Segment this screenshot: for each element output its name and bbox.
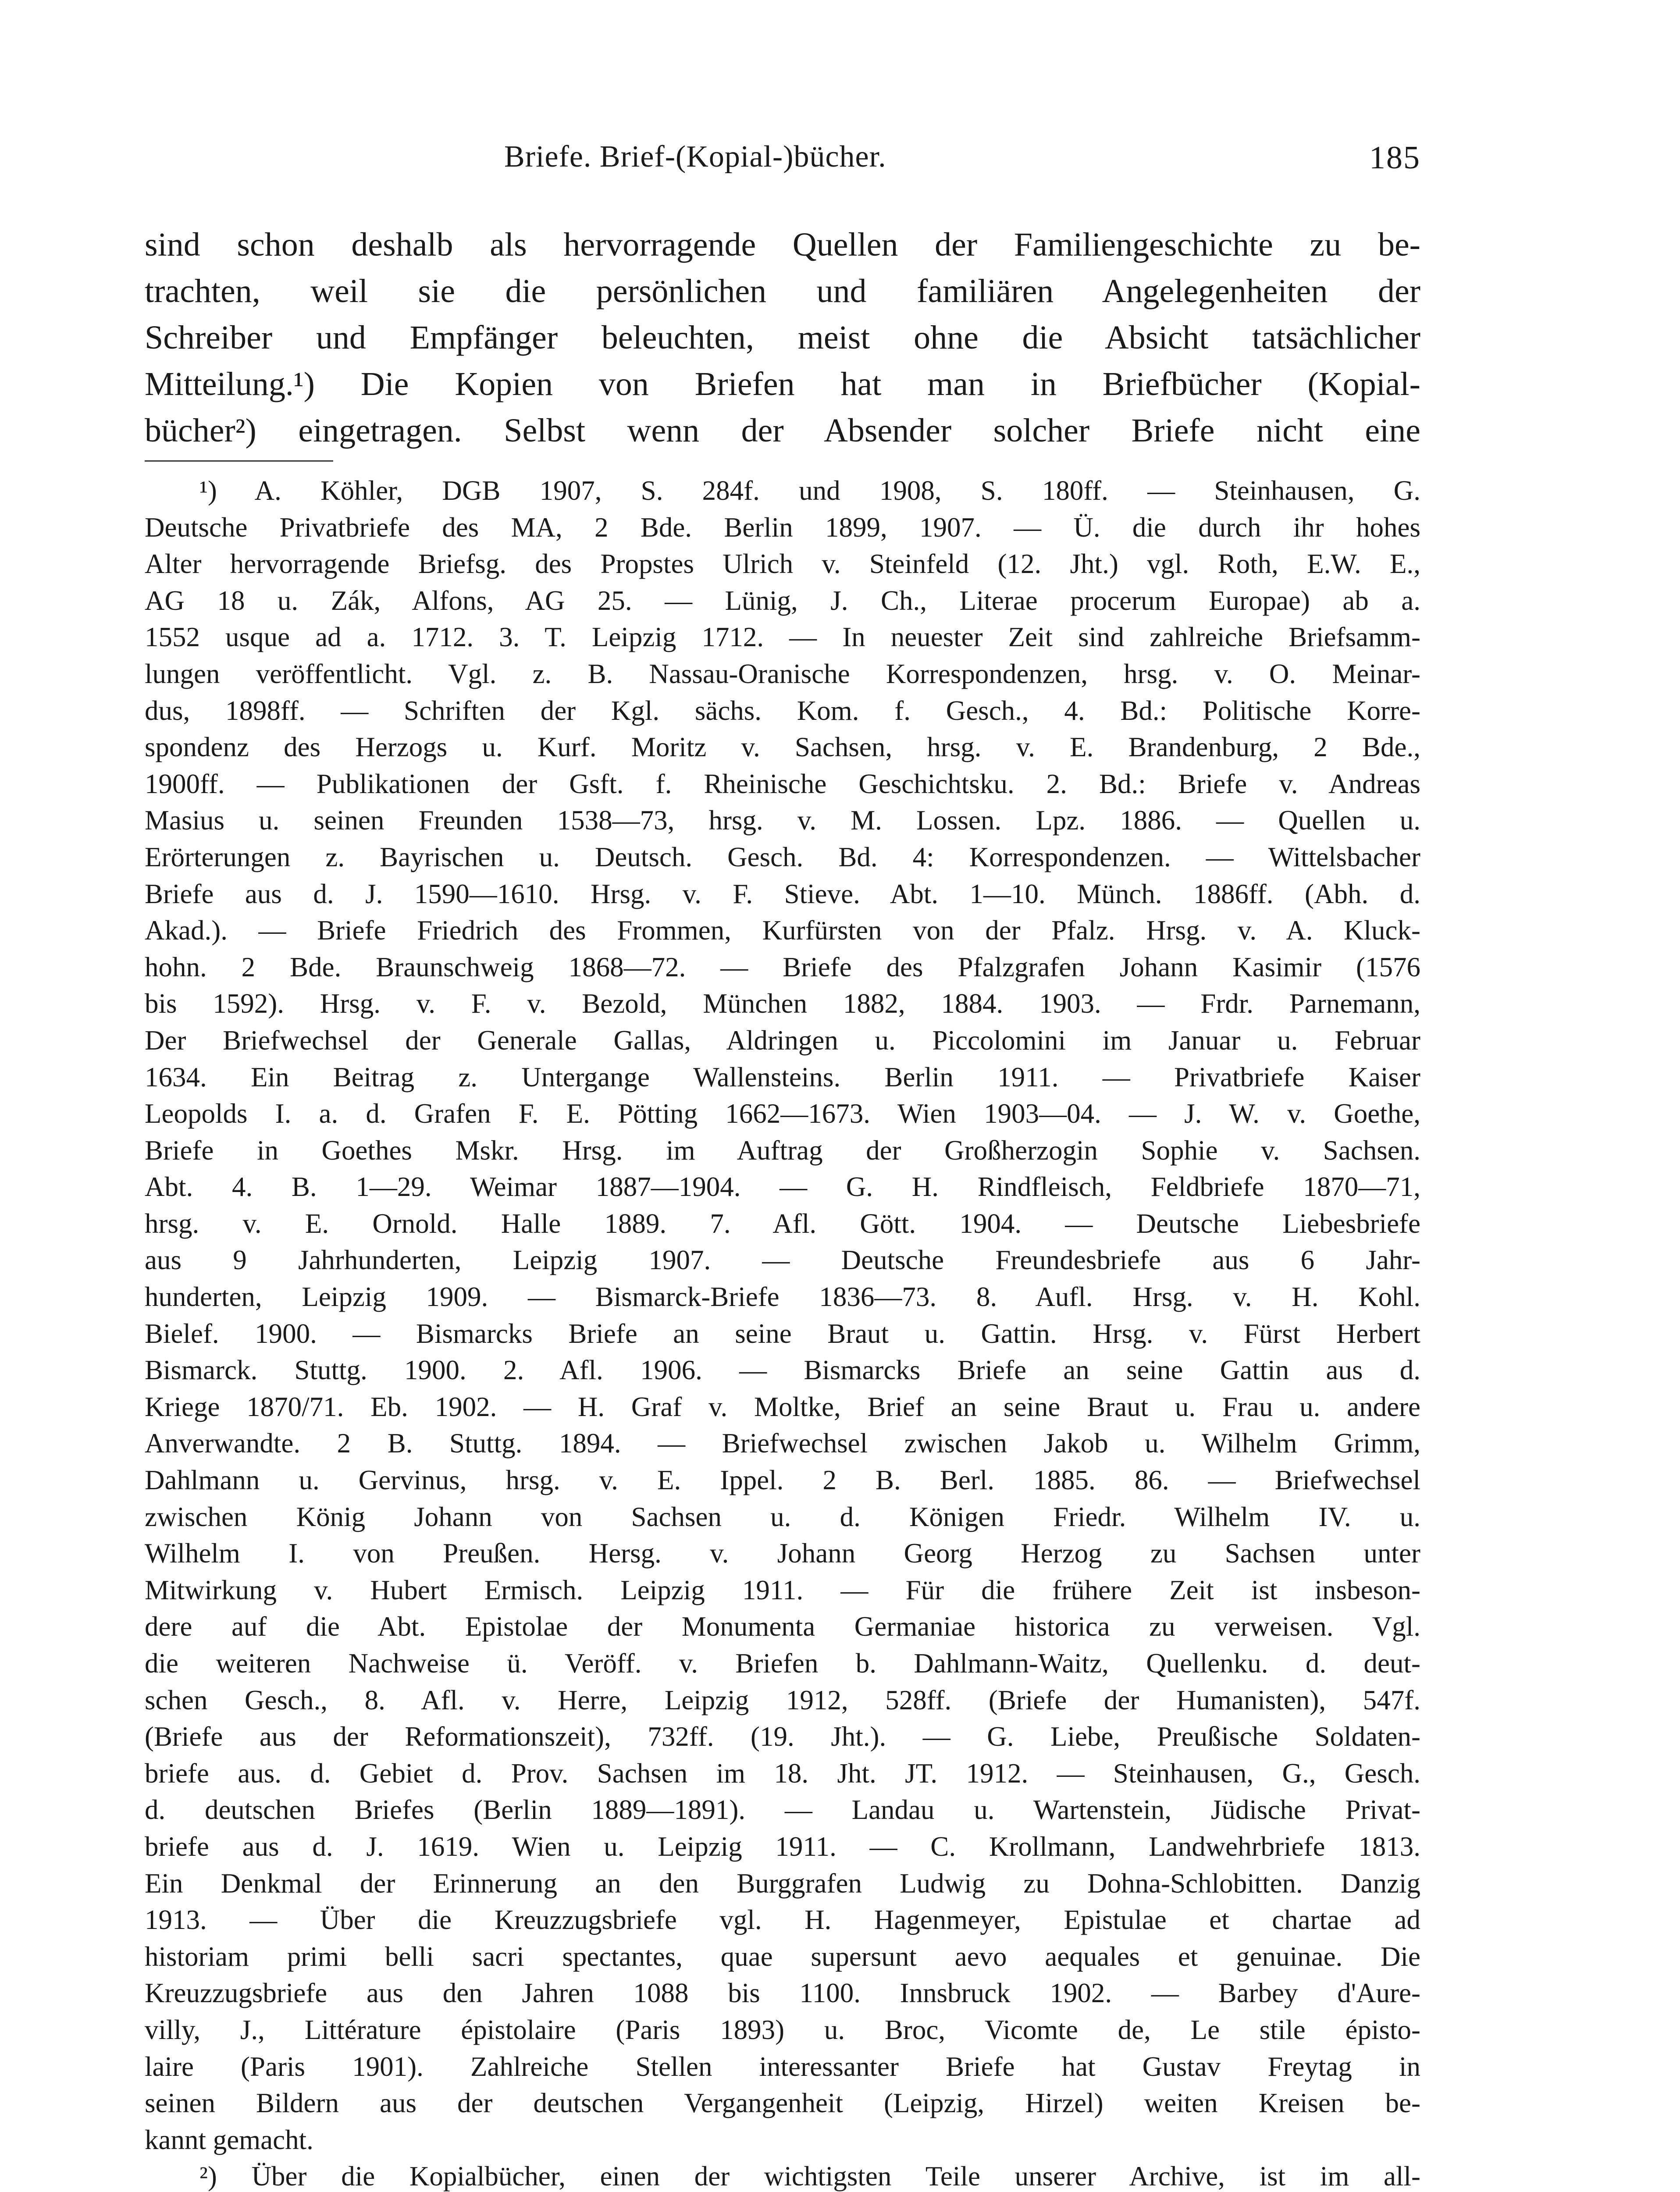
- footnote-line: zwischen König Johann von Sachsen u. d. Königen Friedr. Wilhelm IV. u.: [145, 1501, 1420, 1532]
- running-head: [145, 139, 1420, 183]
- footnote-line: kannt gemacht.: [145, 2124, 313, 2155]
- page-number: 185: [1369, 140, 1420, 176]
- footnote-line: aus 9 Jahrhunderten, Leipzig 1907. — Deutsche Freundesbriefe aus 6 Jahr-: [145, 1245, 1420, 1276]
- footnote-line: Briefe aus d. J. 1590—1610. Hrsg. v. F. Stieve. Abt. 1—10. Münch. 1886ff. (Abh. d.: [145, 878, 1420, 909]
- body-line: trachten, weil sie die persönlichen und familiären Angelegenheiten der: [145, 273, 1420, 310]
- footnote-line: briefe aus. d. Gebiet d. Prov. Sachsen im 18. Jht. JT. 1912. — Steinhausen, G., Gesch.: [145, 1758, 1420, 1789]
- footnote-line: seinen Bildern aus der deutschen Vergangenheit (Leipzig, Hirzel) weiten Kreisen be-: [145, 2088, 1420, 2119]
- footnote-line: dere auf die Abt. Epistolae der Monumenta Germaniae historica zu verweisen. Vgl.: [145, 1611, 1420, 1642]
- body-line: Schreiber und Empfänger beleuchten, meist ohne die Absicht tatsächlicher: [145, 319, 1420, 356]
- running-title: Briefe. Brief-(Kopial-)bücher.: [504, 140, 886, 174]
- footnote-line: Kriege 1870/71. Eb. 1902. — H. Graf v. Moltke, Brief an seine Braut u. Frau u. andere: [145, 1391, 1420, 1422]
- footnote-line: 1552 usque ad a. 1712. 3. T. Leipzig 1712. — In neuester Zeit sind zahlreiche Briefsamm-: [145, 622, 1420, 653]
- footnote-line: schen Gesch., 8. Afl. v. Herre, Leipzig 1912, 528ff. (Briefe der Humanisten), 547f.: [145, 1684, 1420, 1715]
- footnote-line: Abt. 4. B. 1—29. Weimar 1887—1904. — G. H. Rindfleisch, Feldbriefe 1870—71,: [145, 1171, 1420, 1203]
- body-line: sind schon deshalb als hervorragende Quellen der Familiengeschichte zu be-: [145, 226, 1420, 263]
- footnote-line: Erörterungen z. Bayrischen u. Deutsch. Gesch. Bd. 4: Korrespondenzen. — Wittelsbacher: [145, 841, 1420, 872]
- footnote-line: dus, 1898ff. — Schriften der Kgl. sächs. Kom. f. Gesch., 4. Bd.: Politische Korre-: [145, 695, 1420, 726]
- body-line: Mitteilung.¹) Die Kopien von Briefen hat man in Briefbücher (Kopial-: [145, 366, 1420, 402]
- footnote-line: 1634. Ein Beitrag z. Untergange Wallensteins. Berlin 1911. — Privatbriefe Kaiser: [145, 1061, 1420, 1092]
- footnote-line: die weiteren Nachweise ü. Veröff. v. Briefen b. Dahlmann-Waitz, Quellenku. d. deut-: [145, 1648, 1420, 1679]
- main-paragraph: [145, 221, 1420, 454]
- footnote-line: bis 1592). Hrsg. v. F. v. Bezold, München 1882, 1884. 1903. — Frdr. Parnemann,: [145, 988, 1420, 1019]
- footnote-line: hohn. 2 Bde. Braunschweig 1868—72. — Briefe des Pfalzgrafen Johann Kasimir (1576: [145, 951, 1420, 982]
- footnote-rule: [145, 460, 333, 462]
- footnote-line: Deutsche Privatbriefe des MA, 2 Bde. Berlin 1899, 1907. — Ü. die durch ihr hohes: [145, 512, 1420, 543]
- footnote-line: historiam primi belli sacri spectantes, quae supersunt aevo aequales et genuinae. Die: [145, 1941, 1420, 1972]
- footnote-line: Ein Denkmal der Erinnerung an den Burggrafen Ludwig zu Dohna-Schlobitten. Danzig: [145, 1868, 1420, 1899]
- footnotes: [145, 473, 1420, 2192]
- footnote-line: Anverwandte. 2 B. Stuttg. 1894. — Briefwechsel zwischen Jakob u. Wilhelm Grimm,: [145, 1428, 1420, 1459]
- footnote-line: (Briefe aus der Reformationszeit), 732ff. (19. Jht.). — G. Liebe, Preußische Soldaten-: [145, 1721, 1420, 1752]
- footnote-line: Bismarck. Stuttg. 1900. 2. Afl. 1906. — Bismarcks Briefe an seine Gattin aus d.: [145, 1355, 1420, 1386]
- footnote-line: Bielef. 1900. — Bismarcks Briefe an seine Braut u. Gattin. Hrsg. v. Fürst Herbert: [145, 1318, 1420, 1349]
- footnote-line: AG 18 u. Zák, Alfons, AG 25. — Lünig, J. Ch., Literae procerum Europae) ab a.: [145, 585, 1420, 616]
- footnote-line: 1900ff. — Publikationen der Gsft. f. Rheinische Geschichtsku. 2. Bd.: Briefe v. Andreas: [145, 768, 1420, 799]
- footnote-line: hrsg. v. E. Ornold. Halle 1889. 7. Afl. Gött. 1904. — Deutsche Liebesbriefe: [145, 1208, 1420, 1239]
- footnote-line: briefe aus d. J. 1619. Wien u. Leipzig 1911. — C. Krollmann, Landwehrbriefe 1813.: [145, 1831, 1420, 1862]
- body-line: bücher²) eingetragen. Selbst wenn der Absender solcher Briefe nicht eine: [145, 412, 1420, 449]
- footnote-line: Kreuzzugsbriefe aus den Jahren 1088 bis 1100. Innsbruck 1902. — Barbey d'Aure-: [145, 1978, 1420, 2009]
- footnote-line: d. deutschen Briefes (Berlin 1889—1891). — Landau u. Wartenstein, Jüdische Privat-: [145, 1794, 1420, 1825]
- footnote-line: hunderten, Leipzig 1909. — Bismarck-Briefe 1836—73. 8. Aufl. Hrsg. v. H. Kohl.: [145, 1281, 1420, 1313]
- footnote-line: Masius u. seinen Freunden 1538—73, hrsg. v. M. Lossen. Lpz. 1886. — Quellen u.: [145, 805, 1420, 836]
- footnote-line: Alter hervorragende Briefsg. des Propstes Ulrich v. Steinfeld (12. Jht.) vgl. Roth, E.W. E.,: [145, 548, 1420, 580]
- footnote-line: spondenz des Herzogs u. Kurf. Moritz v. Sachsen, hrsg. v. E. Brandenburg, 2 Bde.,: [145, 732, 1420, 763]
- footnote-line: lungen veröffentlicht. Vgl. z. B. Nassau-Oranische Korrespondenzen, hrsg. v. O. Meinar-: [145, 658, 1420, 689]
- footnote-line: Leopolds I. a. d. Grafen F. E. Pötting 1662—1673. Wien 1903—04. — J. W. v. Goethe,: [145, 1098, 1420, 1129]
- footnote-line: ¹) A. Köhler, DGB 1907, S. 284f. und 1908, S. 180ff. — Steinhausen, G.: [199, 475, 1420, 506]
- footnote-line: Der Briefwechsel der Generale Gallas, Aldringen u. Piccolomini im Januar u. Februar: [145, 1025, 1420, 1056]
- footnote-line: ²) Über die Kopialbücher, einen der wichtigsten Teile unserer Archive, ist im all-: [199, 2161, 1420, 2192]
- footnote-line: 1913. — Über die Kreuzzugsbriefe vgl. H. Hagenmeyer, Epistulae et chartae ad: [145, 1904, 1420, 1936]
- footnote-line: villy, J., Littérature épistolaire (Paris 1893) u. Broc, Vicomte de, Le stile épisto-: [145, 2014, 1420, 2045]
- footnote-line: Mitwirkung v. Hubert Ermisch. Leipzig 1911. — Für die frühere Zeit ist insbeson-: [145, 1574, 1420, 1605]
- footnote-line: Briefe in Goethes Mskr. Hrsg. im Auftrag der Großherzogin Sophie v. Sachsen.: [145, 1135, 1420, 1166]
- footnote-line: Akad.). — Briefe Friedrich des Frommen, Kurfürsten von der Pfalz. Hrsg. v. A. Kluck-: [145, 915, 1420, 946]
- footnote-line: laire (Paris 1901). Zahlreiche Stellen interessanter Briefe hat Gustav Freytag in: [145, 2051, 1420, 2082]
- footnote-line: Wilhelm I. von Preußen. Hersg. v. Johann Georg Herzog zu Sachsen unter: [145, 1538, 1420, 1569]
- footnote-line: Dahlmann u. Gervinus, hrsg. v. E. Ippel. 2 B. Berl. 1885. 86. — Briefwechsel: [145, 1465, 1420, 1496]
- book-page: [145, 0, 1420, 2192]
